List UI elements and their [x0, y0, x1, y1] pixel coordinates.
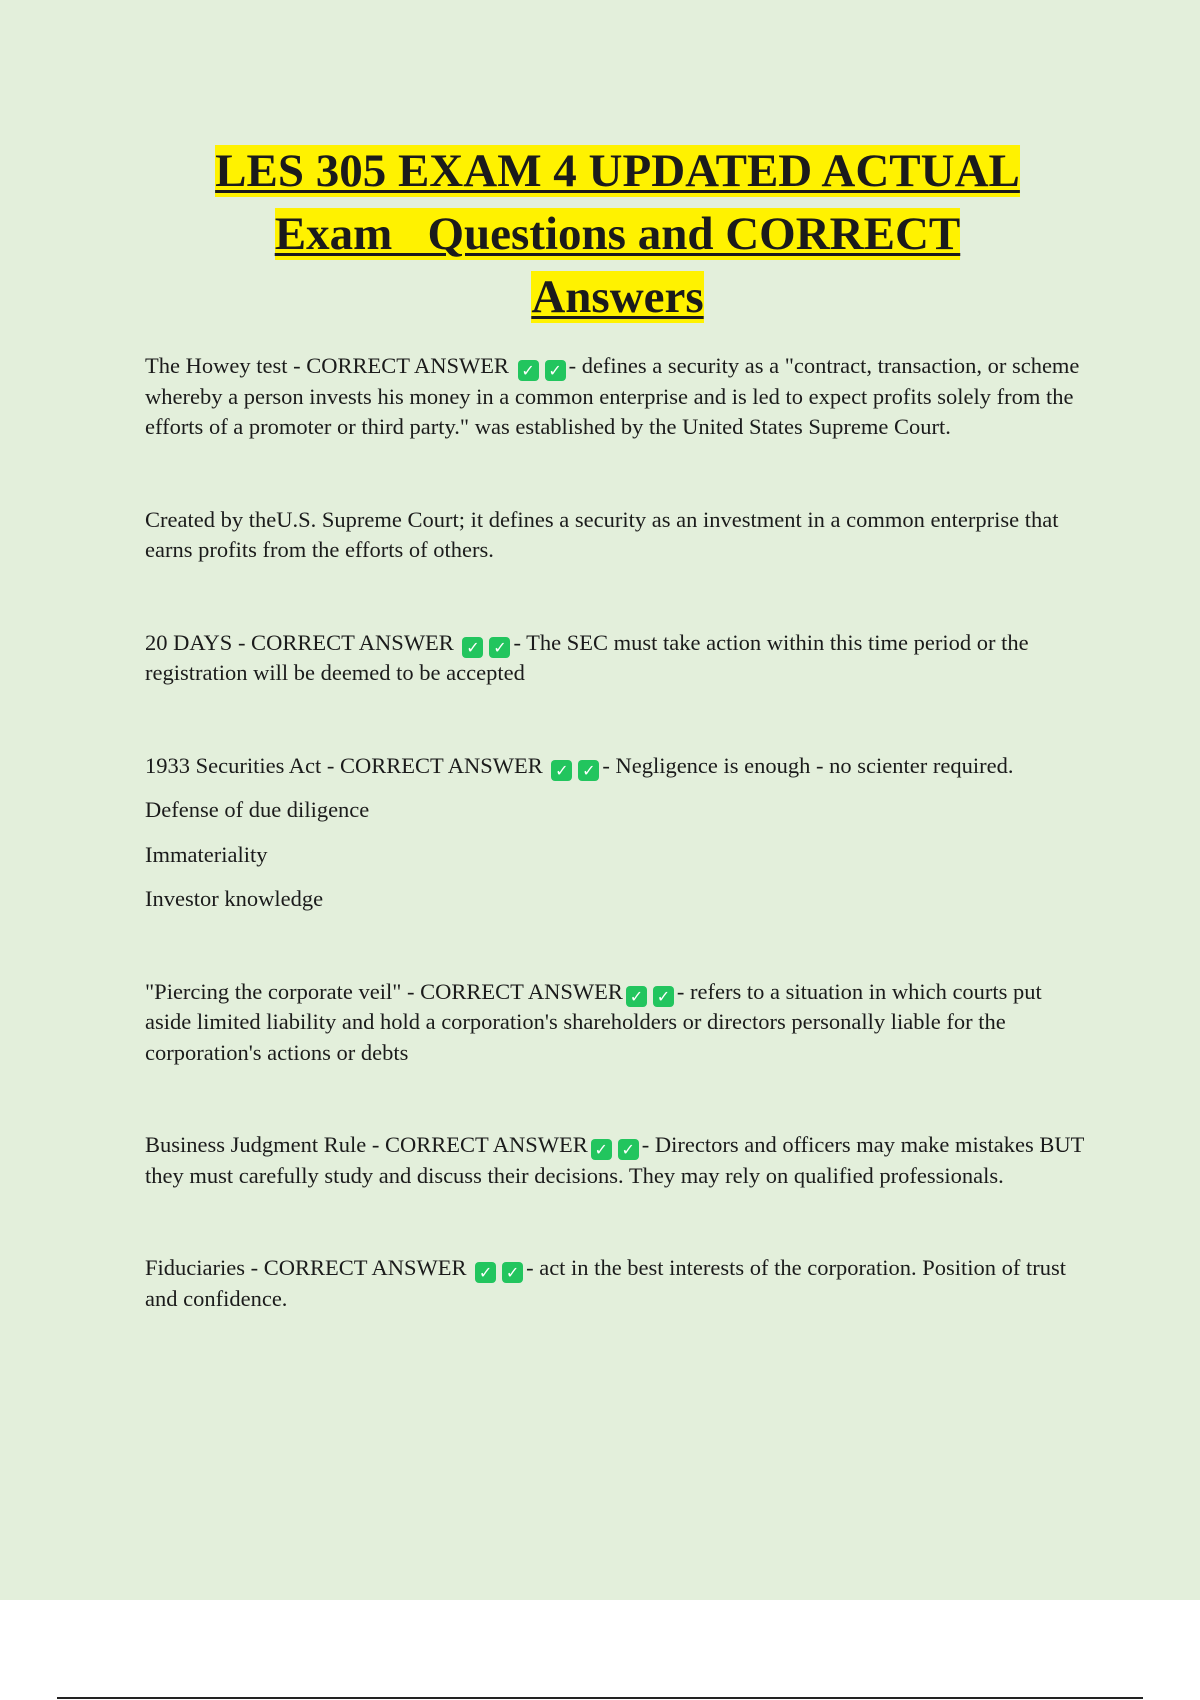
entry-extra-line: Investor knowledge: [145, 886, 324, 911]
entry-definition: - refers to a situation in which courts put aside limited liability and hold a corporation's shareholders or directors personally liable for the corporation's actions or debts: [145, 978, 1042, 1065]
check-mark-icon: ✓: [518, 360, 539, 381]
entry-howey-note: [145, 505, 1090, 566]
check-mark-icon: ✓: [578, 760, 599, 781]
entry-piercing-corporate-veil: [145, 977, 1090, 1069]
document-title: [145, 140, 1090, 329]
entry-extra-line: Immateriality: [145, 841, 268, 867]
title-line-3: Answers: [531, 271, 704, 323]
entry-term: 1933 Securities Act - CORRECT ANSWER: [145, 752, 543, 778]
entry-business-judgment-rule: [145, 1130, 1090, 1191]
check-mark-icon: ✓: [626, 986, 647, 1007]
title-line-2: Exam Questions and CORRECT: [274, 208, 961, 260]
entry-term: The Howey test - CORRECT ANSWER: [145, 353, 509, 378]
entry-definition: - Negligence is enough - no scienter required.: [602, 752, 1014, 778]
check-mark-icon: ✓: [462, 637, 483, 658]
check-mark-icon: ✓: [653, 986, 674, 1007]
check-mark-icon: ✓: [475, 1262, 496, 1283]
check-mark-icon: ✓: [545, 360, 566, 381]
entry-term: Fiduciaries - CORRECT ANSWER: [145, 1255, 467, 1280]
page-footer-divider: [57, 1697, 1143, 1699]
check-mark-icon: ✓: [502, 1262, 523, 1283]
entry-term: Business Judgment Rule - CORRECT ANSWER: [145, 1132, 588, 1157]
entry-term: 20 DAYS - CORRECT ANSWER: [145, 629, 454, 655]
entry-term: "Piercing the corporate veil" - CORRECT ANSWER: [145, 978, 623, 1004]
check-mark-icon: ✓: [551, 760, 572, 781]
entry-definition: - defines a security as a "contract, transaction, or scheme whereby a person invests his money in a common enterprise and is led to expect profits solely from the efforts of a promoter or third party." was established by the United States Supreme Court.: [145, 353, 1080, 439]
entry-text: Created by theU.S. Supreme Court; it defines a security as an investment in a common enterprise that earns profits from the efforts of others.: [145, 506, 1059, 562]
title-line-1: LES 305 EXAM 4 UPDATED ACTUAL: [215, 145, 1020, 197]
entry-definition: - Directors and officers may make mistakes BUT they must carefully study and discuss their decisions. They may rely on qualified professionals.: [145, 1132, 1084, 1188]
document-content: [145, 140, 1090, 1314]
check-mark-icon: ✓: [489, 637, 510, 658]
check-mark-icon: ✓: [591, 1139, 612, 1160]
entry-fiduciaries: [145, 1253, 1090, 1314]
check-mark-icon: ✓: [618, 1139, 639, 1160]
entry-1933-securities-act: [145, 751, 1090, 782]
entry-20-days: [145, 628, 1090, 689]
entry-howey-test: [145, 351, 1090, 443]
entry-definition: - act in the best interests of the corporation. Position of trust and confidence.: [145, 1255, 1066, 1311]
entry-definition: - The SEC must take action within this time period or the registration will be deemed to be accepted: [145, 629, 1029, 685]
entry-extra-line: Defense of due diligence: [145, 797, 370, 822]
